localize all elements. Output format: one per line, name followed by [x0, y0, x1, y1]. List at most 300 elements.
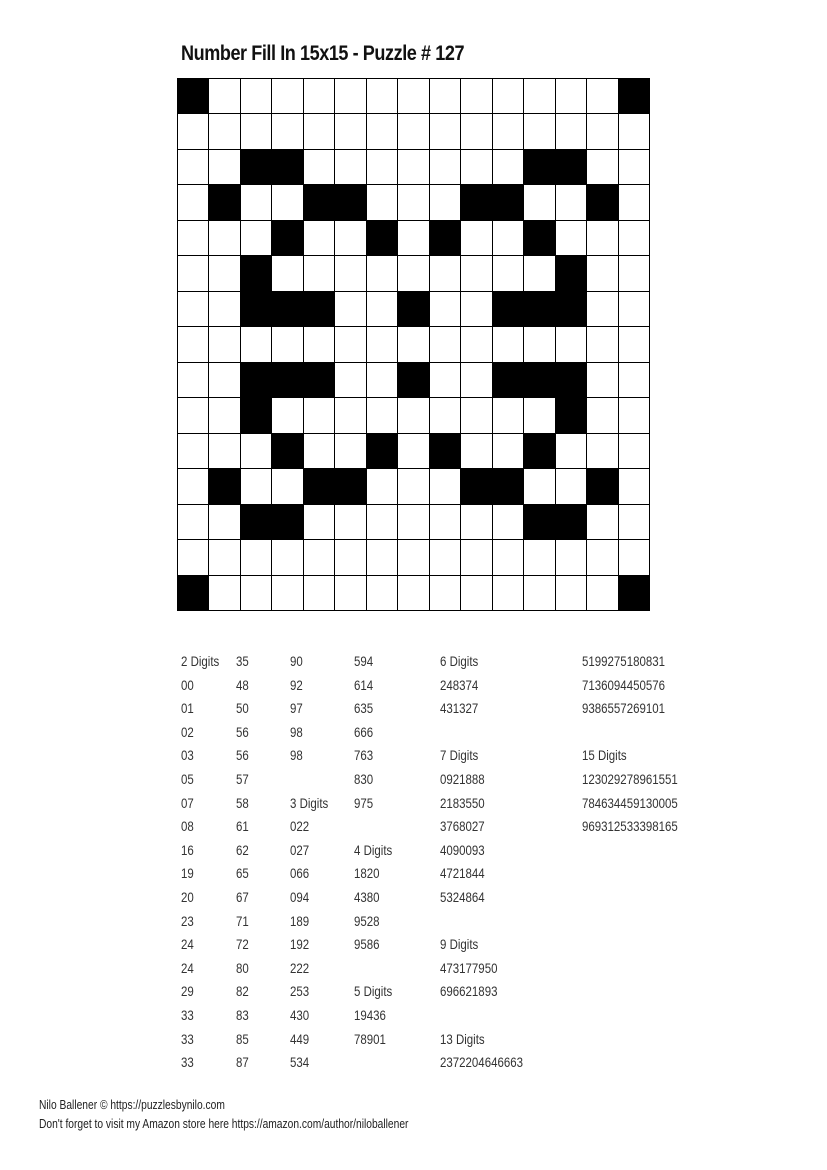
black-cell [524, 434, 554, 468]
grid-cell[interactable] [304, 79, 334, 113]
black-cell [272, 292, 302, 326]
grid-cell[interactable] [272, 469, 302, 503]
word-item: 222 [290, 959, 310, 976]
grid-cell[interactable] [367, 292, 397, 326]
grid-cell[interactable] [619, 327, 649, 361]
grid-cell[interactable] [556, 185, 586, 219]
grid-cell[interactable] [556, 79, 586, 113]
grid-cell[interactable] [367, 363, 397, 397]
word-column [440, 650, 523, 1075]
black-cell [367, 434, 397, 468]
black-cell [587, 469, 617, 503]
word-group-heading: 4 Digits [354, 841, 393, 858]
word-item [582, 721, 678, 745]
grid-cell[interactable] [461, 256, 491, 290]
word-item [440, 1004, 523, 1028]
grid-cell[interactable] [493, 398, 523, 432]
grid-cell[interactable] [556, 469, 586, 503]
grid-cell[interactable] [304, 434, 334, 468]
grid-cell[interactable] [430, 150, 460, 184]
grid-cell[interactable] [493, 221, 523, 255]
grid-cell[interactable] [398, 150, 428, 184]
word-item: 07 [181, 794, 194, 811]
word-item: 83 [236, 1006, 249, 1023]
grid-cell[interactable] [178, 540, 208, 574]
black-cell [209, 469, 239, 503]
grid-cell[interactable] [524, 79, 554, 113]
black-cell [335, 185, 365, 219]
grid-cell[interactable] [430, 256, 460, 290]
black-cell [556, 505, 586, 539]
grid-cell[interactable] [209, 79, 239, 113]
grid-cell[interactable] [430, 79, 460, 113]
black-cell [241, 363, 271, 397]
grid-cell[interactable] [493, 327, 523, 361]
word-item: 3768027 [440, 818, 485, 835]
grid-cell[interactable] [587, 327, 617, 361]
grid-cell[interactable] [304, 540, 334, 574]
grid-cell[interactable] [241, 221, 271, 255]
grid-cell[interactable] [587, 540, 617, 574]
copyright-text: Nilo Ballener © https://puzzlesbynilo.com [39, 1098, 225, 1112]
word-item: 430 [290, 1006, 310, 1023]
grid-cell[interactable] [461, 114, 491, 148]
grid-cell[interactable] [587, 434, 617, 468]
word-item [354, 815, 392, 839]
grid-cell[interactable] [619, 363, 649, 397]
grid-cell[interactable] [304, 327, 334, 361]
grid-cell[interactable] [335, 327, 365, 361]
grid-cell[interactable] [272, 114, 302, 148]
grid-cell[interactable] [335, 256, 365, 290]
grid-cell[interactable] [335, 398, 365, 432]
grid-cell[interactable] [524, 540, 554, 574]
grid-cell[interactable] [178, 150, 208, 184]
grid-cell[interactable] [241, 185, 271, 219]
grid-cell[interactable] [335, 434, 365, 468]
word-item: 33 [181, 1030, 194, 1047]
grid-cell[interactable] [430, 292, 460, 326]
word-item: 19436 [354, 1006, 386, 1023]
word-item: 20 [181, 888, 194, 905]
grid-cell[interactable] [461, 79, 491, 113]
word-item: 635 [354, 700, 374, 717]
black-cell [241, 292, 271, 326]
grid-cell[interactable] [304, 114, 334, 148]
word-item: 03 [181, 747, 194, 764]
grid-cell[interactable] [556, 540, 586, 574]
word-item: 534 [290, 1054, 310, 1071]
black-cell [398, 363, 428, 397]
grid-cell[interactable] [335, 114, 365, 148]
grid-cell[interactable] [398, 256, 428, 290]
black-cell [304, 469, 334, 503]
grid-cell[interactable] [367, 79, 397, 113]
grid-cell[interactable] [556, 221, 586, 255]
grid-cell[interactable] [209, 363, 239, 397]
amazon-store-text: Don't forget to visit my Amazon store here https://amazon.com/author/niloballener [39, 1117, 409, 1131]
grid-cell[interactable] [335, 540, 365, 574]
grid-cell[interactable] [398, 114, 428, 148]
black-cell [493, 469, 523, 503]
black-cell [556, 363, 586, 397]
word-item: 62 [236, 841, 249, 858]
grid-cell[interactable] [430, 363, 460, 397]
grid-cell[interactable] [335, 363, 365, 397]
word-item: 56 [236, 723, 249, 740]
grid-cell[interactable] [556, 327, 586, 361]
black-cell [335, 469, 365, 503]
word-item: 4090093 [440, 841, 485, 858]
word-item: 094 [290, 888, 310, 905]
grid-cell[interactable] [367, 114, 397, 148]
word-item: 248374 [440, 676, 479, 693]
grid-cell[interactable] [367, 505, 397, 539]
grid-cell[interactable] [178, 327, 208, 361]
word-item: 2372204646663 [440, 1054, 524, 1071]
grid-cell[interactable] [493, 150, 523, 184]
word-group-heading: 6 Digits [440, 653, 479, 669]
grid-cell[interactable] [367, 150, 397, 184]
word-item: 35 [236, 653, 249, 669]
grid-cell[interactable] [335, 221, 365, 255]
grid-cell[interactable] [493, 256, 523, 290]
grid-cell[interactable] [619, 398, 649, 432]
word-item: 449 [290, 1030, 310, 1047]
grid-cell[interactable] [178, 469, 208, 503]
grid-cell[interactable] [367, 576, 397, 610]
grid-cell[interactable] [178, 221, 208, 255]
grid-cell[interactable] [272, 398, 302, 432]
word-group-heading: 13 Digits [440, 1030, 485, 1047]
puzzle-title: Number Fill In 15x15 - Puzzle # 127 [181, 42, 465, 65]
word-item: 784634459130005 [582, 794, 678, 811]
word-item [354, 1051, 392, 1075]
word-item: 027 [290, 841, 310, 858]
word-item: 5324864 [440, 888, 485, 905]
grid-cell[interactable] [619, 540, 649, 574]
grid-cell[interactable] [178, 256, 208, 290]
grid-cell[interactable] [209, 327, 239, 361]
grid-cell[interactable] [367, 398, 397, 432]
word-item: 614 [354, 676, 374, 693]
grid-cell[interactable] [524, 576, 554, 610]
black-cell [430, 221, 460, 255]
grid-cell[interactable] [430, 185, 460, 219]
grid-cell[interactable] [209, 434, 239, 468]
grid-cell[interactable] [524, 256, 554, 290]
word-item: 24 [181, 936, 194, 953]
grid-cell[interactable] [209, 398, 239, 432]
word-item: 61 [236, 818, 249, 835]
grid-cell[interactable] [619, 434, 649, 468]
grid-cell[interactable] [619, 469, 649, 503]
word-item: 066 [290, 865, 310, 882]
word-item: 0921888 [440, 770, 485, 787]
grid-cell[interactable] [178, 398, 208, 432]
black-cell [524, 505, 554, 539]
word-item: 1820 [354, 865, 380, 882]
black-cell [304, 185, 334, 219]
word-item [440, 910, 523, 934]
black-cell [241, 256, 271, 290]
grid-cell[interactable] [241, 469, 271, 503]
grid-cell[interactable] [367, 327, 397, 361]
grid-cell[interactable] [209, 540, 239, 574]
word-item: 48 [236, 676, 249, 693]
grid-cell[interactable] [461, 540, 491, 574]
grid-cell[interactable] [493, 576, 523, 610]
grid-cell[interactable] [209, 292, 239, 326]
grid-cell[interactable] [461, 327, 491, 361]
grid-cell[interactable] [587, 221, 617, 255]
word-item: 08 [181, 818, 194, 835]
grid-cell[interactable] [461, 398, 491, 432]
grid-cell[interactable] [209, 150, 239, 184]
grid-cell[interactable] [493, 505, 523, 539]
word-item: 67 [236, 888, 249, 905]
grid-cell[interactable] [178, 363, 208, 397]
grid-cell[interactable] [619, 185, 649, 219]
grid-cell[interactable] [556, 434, 586, 468]
grid-cell[interactable] [209, 221, 239, 255]
grid-cell[interactable] [461, 150, 491, 184]
word-item: 2183550 [440, 794, 485, 811]
word-item: 01 [181, 700, 194, 717]
word-item: 97 [290, 700, 303, 717]
word-column [236, 650, 249, 1075]
grid-cell[interactable] [524, 327, 554, 361]
grid-cell[interactable] [619, 150, 649, 184]
word-item: 969312533398165 [582, 818, 678, 835]
grid-cell[interactable] [461, 505, 491, 539]
grid-cell[interactable] [335, 576, 365, 610]
grid-cell[interactable] [619, 221, 649, 255]
grid-cell[interactable] [304, 256, 334, 290]
grid-cell[interactable] [587, 505, 617, 539]
word-item: 473177950 [440, 959, 498, 976]
grid-cell[interactable] [304, 398, 334, 432]
grid-cell[interactable] [524, 185, 554, 219]
grid-cell[interactable] [461, 292, 491, 326]
word-item: 92 [290, 676, 303, 693]
grid-cell[interactable] [178, 292, 208, 326]
grid-cell[interactable] [430, 540, 460, 574]
black-cell [461, 469, 491, 503]
grid-cell[interactable] [241, 434, 271, 468]
grid-cell[interactable] [493, 79, 523, 113]
black-cell [304, 292, 334, 326]
grid-cell[interactable] [587, 398, 617, 432]
grid-cell[interactable] [241, 114, 271, 148]
grid-cell[interactable] [556, 576, 586, 610]
grid-cell[interactable] [367, 469, 397, 503]
black-cell [556, 150, 586, 184]
word-item: 90 [290, 653, 303, 669]
grid-cell[interactable] [493, 540, 523, 574]
grid-cell[interactable] [587, 256, 617, 290]
word-item: 24 [181, 959, 194, 976]
word-item: 19 [181, 865, 194, 882]
word-item: 57 [236, 770, 249, 787]
grid-cell[interactable] [241, 79, 271, 113]
black-cell [367, 221, 397, 255]
grid-cell[interactable] [398, 398, 428, 432]
grid-cell[interactable] [272, 256, 302, 290]
grid-cell[interactable] [241, 576, 271, 610]
grid-cell[interactable] [619, 256, 649, 290]
grid-cell[interactable] [335, 292, 365, 326]
grid-cell[interactable] [209, 114, 239, 148]
word-item: 85 [236, 1030, 249, 1047]
word-item: 5199275180831 [582, 653, 666, 669]
black-cell [524, 150, 554, 184]
word-item [354, 957, 392, 981]
grid-cell[interactable] [241, 327, 271, 361]
grid-cell[interactable] [398, 434, 428, 468]
black-cell [430, 434, 460, 468]
puzzle-grid [177, 78, 650, 611]
grid-cell[interactable] [335, 505, 365, 539]
black-cell [272, 150, 302, 184]
grid-cell[interactable] [493, 434, 523, 468]
grid-cell[interactable] [556, 114, 586, 148]
grid-cell[interactable] [587, 79, 617, 113]
word-group-heading: 9 Digits [440, 936, 479, 953]
word-item: 50 [236, 700, 249, 717]
black-cell [493, 363, 523, 397]
word-item: 29 [181, 983, 194, 1000]
word-item: 4380 [354, 888, 380, 905]
grid-cell[interactable] [430, 576, 460, 610]
word-item: 16 [181, 841, 194, 858]
grid-cell[interactable] [619, 292, 649, 326]
grid-cell[interactable] [619, 114, 649, 148]
grid-cell[interactable] [335, 79, 365, 113]
grid-cell[interactable] [335, 150, 365, 184]
grid-cell[interactable] [430, 327, 460, 361]
word-item: 56 [236, 747, 249, 764]
black-cell [524, 292, 554, 326]
word-item: 23 [181, 912, 194, 929]
black-cell [272, 221, 302, 255]
grid-cell[interactable] [398, 327, 428, 361]
grid-cell[interactable] [587, 363, 617, 397]
grid-cell[interactable] [272, 185, 302, 219]
grid-cell[interactable] [619, 505, 649, 539]
grid-cell[interactable] [272, 327, 302, 361]
grid-cell[interactable] [398, 540, 428, 574]
word-item: 78901 [354, 1030, 386, 1047]
grid-cell[interactable] [304, 576, 334, 610]
grid-cell[interactable] [272, 79, 302, 113]
grid-cell[interactable] [241, 540, 271, 574]
black-cell [587, 185, 617, 219]
black-cell [461, 185, 491, 219]
grid-cell[interactable] [367, 540, 397, 574]
grid-cell[interactable] [587, 576, 617, 610]
grid-cell[interactable] [461, 434, 491, 468]
grid-cell[interactable] [398, 469, 428, 503]
black-cell [178, 576, 208, 610]
black-cell [493, 292, 523, 326]
grid-cell[interactable] [367, 256, 397, 290]
grid-cell[interactable] [304, 505, 334, 539]
word-item: 666 [354, 723, 374, 740]
grid-cell[interactable] [587, 114, 617, 148]
grid-cell[interactable] [461, 576, 491, 610]
word-item: 02 [181, 723, 194, 740]
grid-cell[interactable] [178, 114, 208, 148]
grid-cell[interactable] [304, 150, 334, 184]
grid-cell[interactable] [209, 256, 239, 290]
word-group-heading: 15 Digits [582, 747, 627, 764]
black-cell [241, 505, 271, 539]
word-item: 253 [290, 983, 310, 1000]
black-cell [272, 363, 302, 397]
black-cell [272, 434, 302, 468]
word-item: 33 [181, 1054, 194, 1071]
grid-cell[interactable] [398, 221, 428, 255]
black-cell [398, 292, 428, 326]
word-item: 189 [290, 912, 310, 929]
grid-cell[interactable] [398, 185, 428, 219]
grid-cell[interactable] [430, 398, 460, 432]
black-cell [178, 79, 208, 113]
black-cell [493, 185, 523, 219]
word-item: 98 [290, 723, 303, 740]
grid-cell[interactable] [178, 185, 208, 219]
grid-cell[interactable] [398, 576, 428, 610]
grid-cell[interactable] [524, 398, 554, 432]
grid-cell[interactable] [430, 469, 460, 503]
word-item [290, 768, 328, 792]
grid-cell[interactable] [367, 185, 397, 219]
grid-cell[interactable] [398, 505, 428, 539]
grid-cell[interactable] [524, 469, 554, 503]
grid-cell[interactable] [178, 434, 208, 468]
word-item: 72 [236, 936, 249, 953]
word-column [582, 650, 678, 839]
grid-cell[interactable] [524, 114, 554, 148]
grid-cell[interactable] [461, 221, 491, 255]
black-cell [241, 398, 271, 432]
word-item: 975 [354, 794, 374, 811]
grid-cell[interactable] [209, 576, 239, 610]
grid-cell[interactable] [430, 505, 460, 539]
grid-cell[interactable] [209, 505, 239, 539]
grid-cell[interactable] [430, 114, 460, 148]
word-group-heading: 3 Digits [290, 794, 329, 811]
word-item: 65 [236, 865, 249, 882]
grid-cell[interactable] [493, 114, 523, 148]
word-column [181, 650, 219, 1075]
grid-cell[interactable] [587, 292, 617, 326]
grid-cell[interactable] [461, 363, 491, 397]
word-item: 05 [181, 770, 194, 787]
word-item: 830 [354, 770, 374, 787]
grid-cell[interactable] [272, 540, 302, 574]
word-column [290, 650, 328, 1075]
black-cell [524, 363, 554, 397]
grid-cell[interactable] [304, 221, 334, 255]
grid-cell[interactable] [587, 150, 617, 184]
grid-cell[interactable] [178, 505, 208, 539]
grid-cell[interactable] [272, 576, 302, 610]
black-cell [304, 363, 334, 397]
word-item: 00 [181, 676, 194, 693]
grid-cell[interactable] [398, 79, 428, 113]
